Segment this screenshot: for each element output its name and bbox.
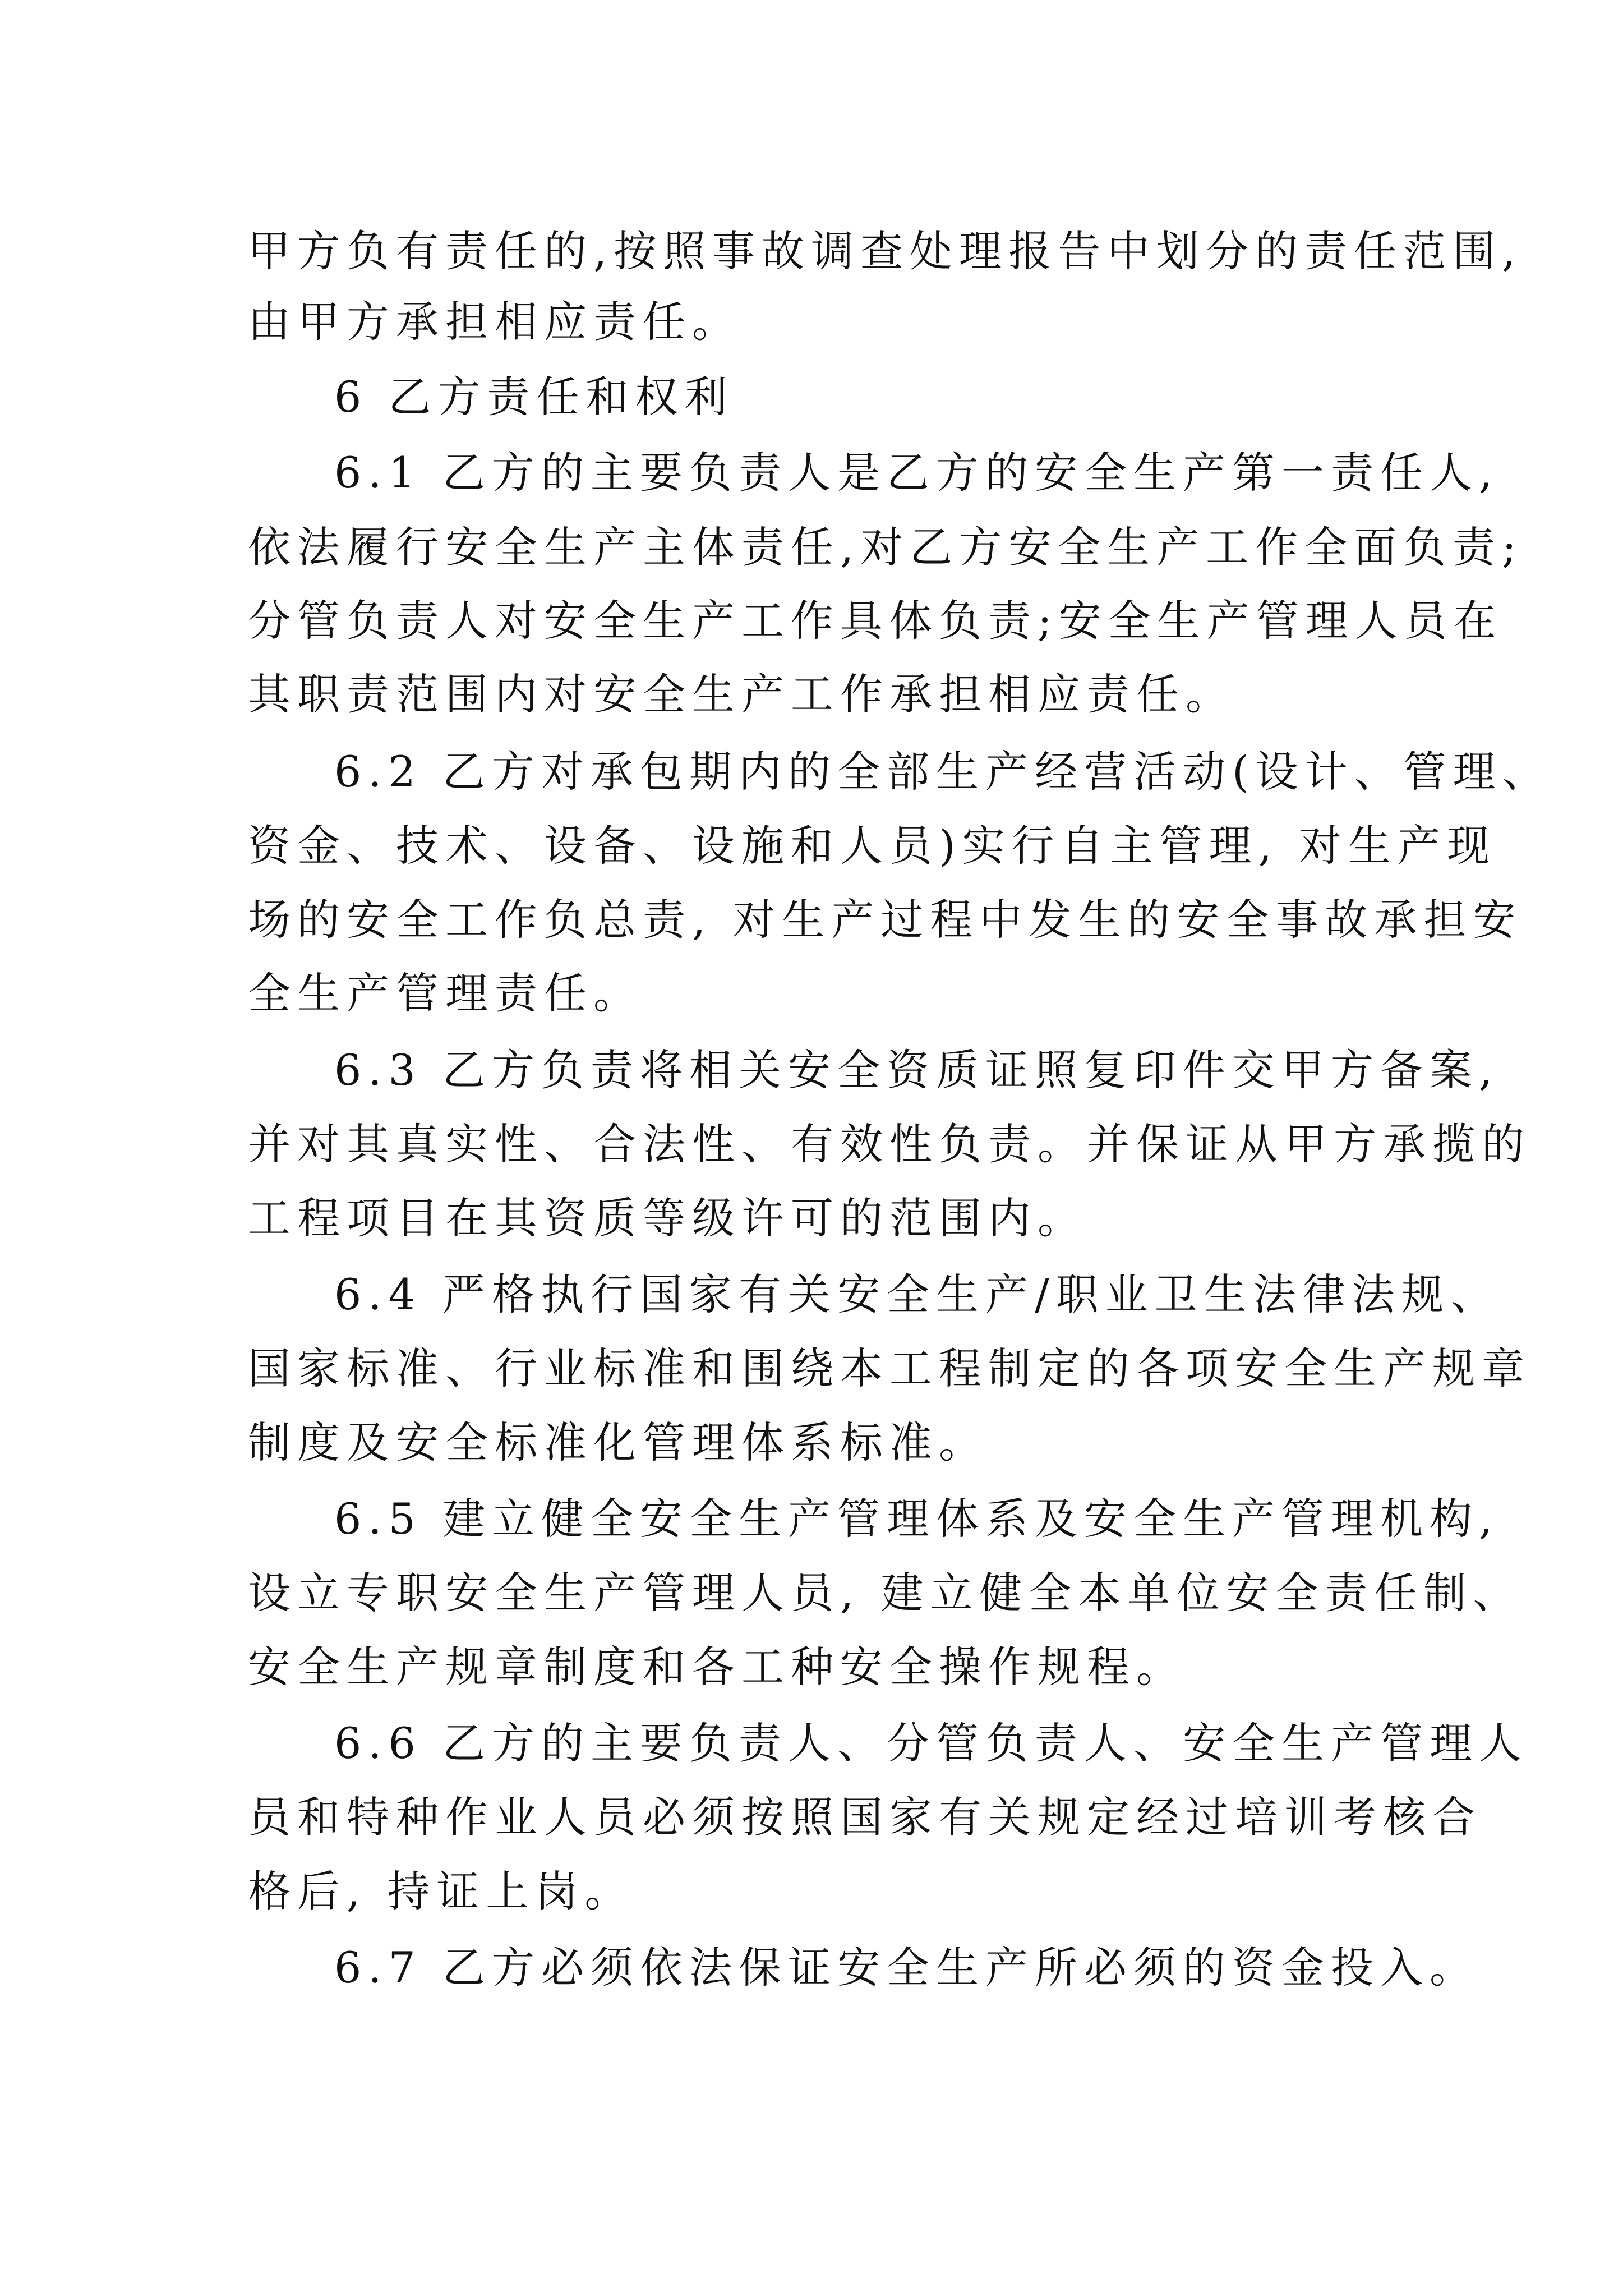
text-line: 安全生产规章制度和各工种安全操作规程。	[248, 1642, 1186, 1692]
text-line: 全生产管理责任。	[248, 968, 643, 1018]
text-line: 6.2 乙方对承包期内的全部生产经营活动(设计、管理、	[334, 747, 1552, 797]
text-line: 6.6 乙方的主要负责人、分管负责人、安全生产管理人	[334, 1718, 1529, 1768]
text-line: 分管负责人对安全生产工作具体负责;安全生产管理人员在	[248, 596, 1503, 646]
text-line: 格后, 持证上岗。	[248, 1866, 634, 1916]
text-line: 设立专职安全生产管理人员, 建立健全本单位安全责任制、	[248, 1568, 1523, 1618]
text-line: 资金、技术、设备、设施和人员)实行自主管理, 对生产现	[248, 821, 1496, 871]
text-line: 依法履行安全生产主体责任,对乙方安全生产工作全面负责;	[248, 522, 1523, 572]
text-line: 6.7 乙方必须依法保证安全生产所必须的资金投入。	[334, 1943, 1479, 1993]
text-line: 6.5 建立健全安全生产管理体系及安全生产管理机构,	[334, 1494, 1500, 1544]
section-heading: 6 乙方责任和权利	[334, 372, 734, 422]
text-line: 员和特种作业人员必须按照国家有关规定经过培训考核合	[248, 1792, 1482, 1842]
text-line: 国家标准、行业标准和围绕本工程制定的各项安全生产规章	[248, 1343, 1531, 1393]
text-line: 6.1 乙方的主要负责人是乙方的安全生产第一责任人,	[334, 448, 1500, 498]
text-line: 6.3 乙方负责将相关安全资质证照复印件交甲方备案,	[334, 1045, 1500, 1095]
text-line: 其职责范围内对安全生产工作承担相应责任。	[248, 669, 1235, 719]
text-line: 场的安全工作负总责, 对生产过程中发生的安全事故承担安	[248, 895, 1523, 945]
text-line: 制度及安全标准化管理体系标准。	[248, 1418, 988, 1467]
text-line: 工程项目在其资质等级许可的范围内。	[248, 1193, 1087, 1243]
text-line: 由甲方承担相应责任。	[248, 297, 741, 347]
text-line: 6.4 严格执行国家有关安全生产/职业卫生法律法规、	[334, 1269, 1500, 1319]
text-line: 并对其真实性、合法性、有效性负责。并保证从甲方承揽的	[248, 1119, 1531, 1169]
text-line: 甲方负有责任的,按照事故调查处理报告中划分的责任范围,	[248, 226, 1523, 276]
